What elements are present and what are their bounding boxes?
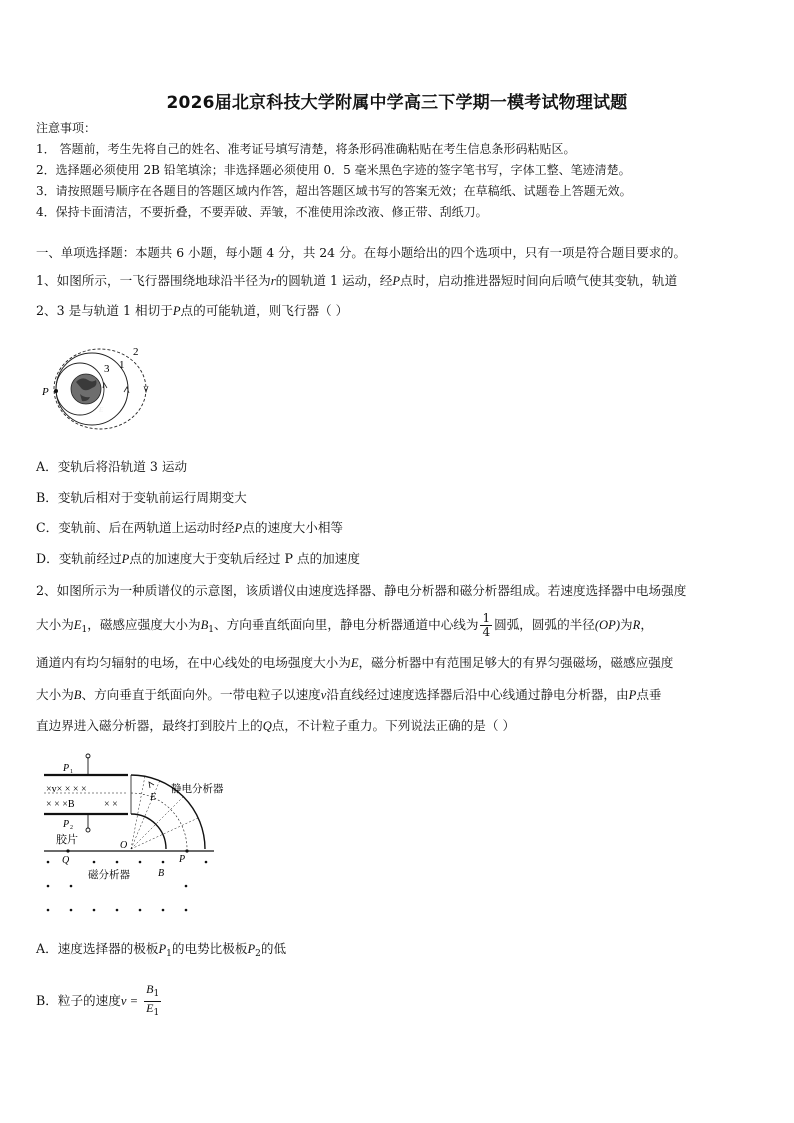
label-q: Q <box>62 855 70 866</box>
text: ， <box>640 617 653 632</box>
option-c <box>36 520 343 536</box>
label-p1-sub: 1 <box>70 769 73 775</box>
var-op: (OP) <box>594 618 621 632</box>
fraction <box>480 612 492 639</box>
var-r: r <box>270 274 276 288</box>
text: 的低 <box>260 941 287 956</box>
text: ，磁分析器中有范围足够大的有界匀强磁场，磁感应强度 <box>358 655 674 670</box>
label-e: E <box>150 792 157 803</box>
field-row-2b: × × <box>104 799 118 810</box>
q2-option-a <box>36 941 286 962</box>
option-d <box>36 551 360 567</box>
point-p <box>185 849 188 852</box>
text: 大小为 <box>36 687 74 702</box>
text: 的电势比极板 <box>171 941 248 956</box>
section-heading: 一、单项选择题：本题共 6 小题，每小题 4 分，共 24 分。在每小题给出的四个选项中，只有一项是符合题目要求的。 <box>36 245 686 260</box>
question-2-line-1: 2、如图所示为一种质谱仪的示意图，该质谱仪由速度选择器、静电分析器和磁分析器组成。若速度选择器中电场强度 <box>36 583 687 598</box>
text: 点的加速度大于变轨后经过 P 点的加速度 <box>129 551 360 566</box>
e-field-arrow <box>149 782 154 788</box>
fraction-den: 4 <box>482 625 491 639</box>
subscript: 2 <box>255 949 261 959</box>
fraction-num <box>144 983 161 1002</box>
text: 、方向垂直纸面向里，静电分析器通道中心线为 <box>214 617 479 632</box>
question-2-line-4 <box>36 687 662 703</box>
var-p2: P <box>247 942 256 956</box>
text: ，磁感应强度大小为 <box>87 617 201 632</box>
text: 直边界进入磁分析器，最终打到胶片上的 <box>36 718 263 733</box>
var-b1: B <box>200 618 209 632</box>
q2-option-b <box>36 983 163 1020</box>
orbit-figure <box>36 342 161 434</box>
notice-item: 4．保持卡面清洁，不要折叠，不要弄破、弄皱，不准使用涂改液、修正带、刮纸刀。 <box>36 205 488 219</box>
text: 、方向垂直于纸面向外。一带电粒子以速度 <box>81 687 321 702</box>
text: A．变轨后将沿轨道 3 运动 <box>36 459 188 474</box>
question-1-line-2 <box>36 303 348 319</box>
label-orbit-1: 1 <box>119 359 125 371</box>
label-magnetic-analyzer: 磁分析器 <box>88 870 130 881</box>
var-b1: B <box>146 982 154 996</box>
option-a <box>36 459 187 475</box>
subscript: 1 <box>153 1008 160 1018</box>
label-p2: P <box>63 819 70 830</box>
text: 点，不计粒子重力。下列说法正确的是（ ） <box>271 718 516 733</box>
fraction-den <box>144 1002 161 1020</box>
var-p: P <box>234 521 243 535</box>
notice-heading: 注意事项： <box>36 121 97 135</box>
var-q: Q <box>262 719 272 733</box>
subscript: 1 <box>153 989 160 999</box>
text: 点的可能轨道，则飞行器（ ） <box>180 303 349 318</box>
field-row-2: × × ×B <box>46 799 75 810</box>
var-p1: P <box>158 942 167 956</box>
equation-lhs: v = <box>120 994 139 1008</box>
label-orbit-2: 2 <box>133 346 139 358</box>
var-v: v <box>320 688 327 702</box>
magnetic-field-dots <box>47 861 208 912</box>
label-earth: E <box>99 406 104 414</box>
terminal-p2 <box>86 828 90 832</box>
fraction-num: 1 <box>482 611 491 625</box>
var-p: P <box>172 304 181 318</box>
var-b: B <box>73 688 82 702</box>
var-e1: E <box>73 618 82 632</box>
text: 点时，启动推进器短时间向后喷气使其变轨，轨道 <box>400 273 678 288</box>
question-1-line-1 <box>36 273 677 289</box>
var-r: R <box>632 618 641 632</box>
notice-item: 2．选择题必须使用 2B 铅笔填涂；非选择题必须使用 0．5 毫米黑色字迹的签字笔书写，字体工整、笔迹清楚。 <box>36 163 631 177</box>
question-2-line-2 <box>36 612 653 639</box>
field-row-1: ×v× × × × <box>46 784 87 795</box>
var-p: P <box>121 552 130 566</box>
var-e: E <box>350 656 359 670</box>
option-b <box>36 490 247 506</box>
text: 大小为 <box>36 617 74 632</box>
subscript: 1 <box>81 625 88 635</box>
text: 的圆轨道 1 运动，经 <box>275 273 393 288</box>
text: 通道内有均匀辐射的电场，在中心线处的电场强度大小为 <box>36 655 351 670</box>
subscript: 1 <box>166 949 172 959</box>
text: 2、3 是与轨道 1 相切于 <box>36 303 173 318</box>
text: 圆弧，圆弧的半径 <box>494 617 595 632</box>
label-orbit-3: 3 <box>104 363 110 375</box>
question-2-line-3 <box>36 655 673 671</box>
mass-spectrometer-figure <box>36 752 251 920</box>
label-p: P <box>179 854 186 865</box>
notice-item: 3．请按照题号顺序在各题目的答题区域内作答，超出答题区域书写的答案无效；在草稿纸、试题卷上答题无效。 <box>36 184 632 198</box>
velocity-fraction <box>144 983 161 1020</box>
text: B．粒子的速度 <box>36 993 121 1008</box>
var-e1: E <box>146 1001 154 1015</box>
label-b: B <box>158 868 165 879</box>
page-title: 2026届北京科技大学附属中学高三下学期一模考试物理试题 <box>166 93 628 113</box>
text: 为 <box>620 617 633 632</box>
label-p1: P <box>63 763 70 774</box>
text: 1、如图所示，一飞行器围绕地球沿半径为 <box>36 273 271 288</box>
point-q <box>66 849 69 852</box>
point-p <box>54 389 58 393</box>
label-film: 胶片 <box>56 834 78 846</box>
text: 沿直线经过速度选择器后沿中心线通过静电分析器，由 <box>326 687 629 702</box>
text: A．速度选择器的极板 <box>36 941 159 956</box>
label-electrostatic-analyzer: 静电分析器 <box>171 784 224 795</box>
text: D．变轨前经过 <box>36 551 122 566</box>
text: C．变轨前、后在两轨道上运动时经 <box>36 520 235 535</box>
label-p: P <box>42 386 49 398</box>
question-2-line-5 <box>36 718 515 734</box>
subscript: 1 <box>208 625 214 635</box>
label-o: O <box>120 840 128 851</box>
text: 点的速度大小相等 <box>242 520 343 535</box>
text: B．变轨后相对于变轨前运行周期变大 <box>36 490 247 505</box>
analyzer-centerline <box>131 793 187 849</box>
text: 点垂 <box>636 687 662 702</box>
var-p: P <box>392 274 401 288</box>
var-p: P <box>628 688 637 702</box>
notice-item: 1． 答题前，考生先将自己的姓名、准考证号填写清楚，将条形码准确粘贴在考生信息条形码粘贴区。 <box>36 142 576 156</box>
label-p2-sub: 2 <box>70 825 73 831</box>
